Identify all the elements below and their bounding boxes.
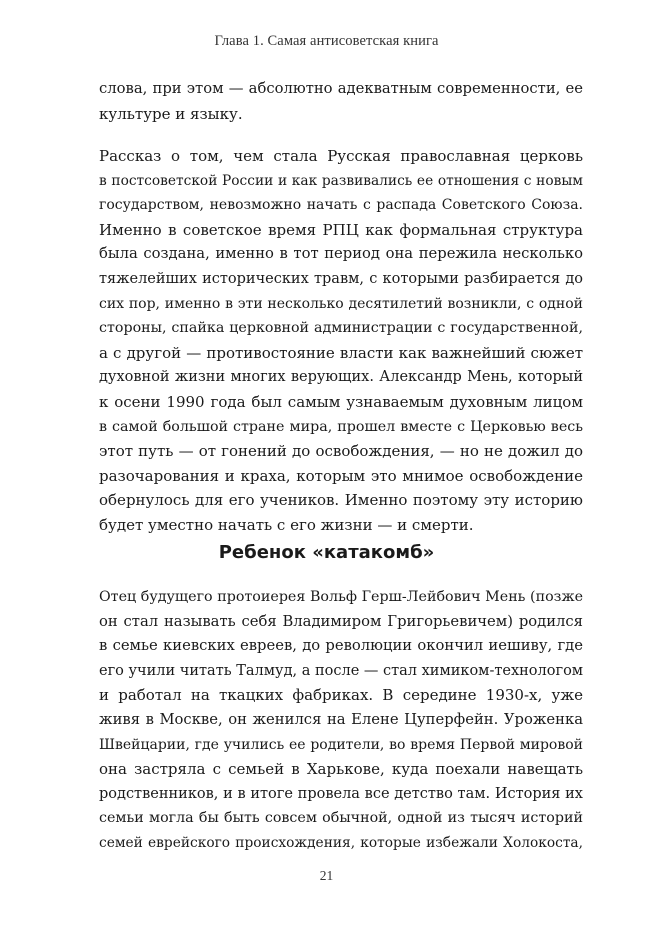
page-number: 21 [319,868,334,883]
text-line: сих пор, именно в эти несколько десятилетий возникли, с одной [99,295,583,312]
text-line: культуре и языку. [99,104,243,123]
text-line: семьи могла бы быть совсем обычной, одной из тысяч историй [99,810,583,827]
text-line: и работал на ткацких фабриках. В середине 1930-х, уже [99,686,583,705]
text-line: родственников, и в итоге провела все детство там. История их [99,785,583,802]
text-line: живя в Москве, он женился на Елене Цуперфейн. Уроженка [99,710,583,728]
paragraph-continuation [99,77,583,126]
text-line: а с другой — противостояние власти как важнейший сюжет [99,343,583,362]
text-line: тяжелейших исторических травм, с которыми разбирается до [99,270,583,287]
text-line: слова, при этом — абсолютно адекватным современности, ее [99,80,583,97]
text-line: государством, невозможно начать с распада Советского Союза. [99,197,583,214]
text-line: Швейцарии, где учились ее родители, во время Первой мировой [99,736,583,753]
text-line: в семье киевских евреев, до революции окончил иешиву, где [99,637,583,655]
text-line: обернулось для его учеников. Именно поэтому эту историю [99,491,583,510]
text-line: Именно в советское время РПЦ как формальная структура [99,220,583,239]
text-line: Отец будущего протоиерея Вольф Герш-Лейбович Мень (позже [99,589,583,605]
text-line: стороны, спайка церковной администрации с государственной, [99,320,583,337]
text-line: семей еврейского происхождения, которые избежали Холокоста, [99,834,583,851]
text-line: его учили читать Талмуд, а после — стал химиком-технологом [99,662,584,679]
text-line: в постсоветской России и как развивались ее отношения с новым [99,172,583,189]
paragraph-rpc-history [99,144,583,538]
text-line: этот путь — от гонений до освобождения, — но не дожил до [99,442,583,461]
text-line: разочарования и краха, которым это мнимое освобождение [99,466,583,485]
paragraph-men-family [99,585,583,856]
text-line: он стал называть себя Владимиром Григорьевичем) родился [99,612,583,630]
text-line: к осени 1990 года был самым узнаваемым духовным лицом [99,392,583,411]
text-line: духовной жизни многих верующих. Александр Мень, который [99,369,583,386]
section-heading: Ребенок «катакомб» [218,542,435,563]
running-head: Глава 1. Самая антисоветская книга [214,33,439,49]
text-line: в самой большой стране мира, прошел вместе с Церковью весь [99,418,583,435]
text-line: была создана, именно в тот период она пережила несколько [99,245,583,263]
text-line: Рассказ о том, чем стала Русская православная церковь [99,147,583,165]
text-line: она застряла с семьей в Харькове, куда поехали навещать [99,760,583,779]
text-line: будет уместно начать с его жизни — и смерти. [99,515,474,534]
